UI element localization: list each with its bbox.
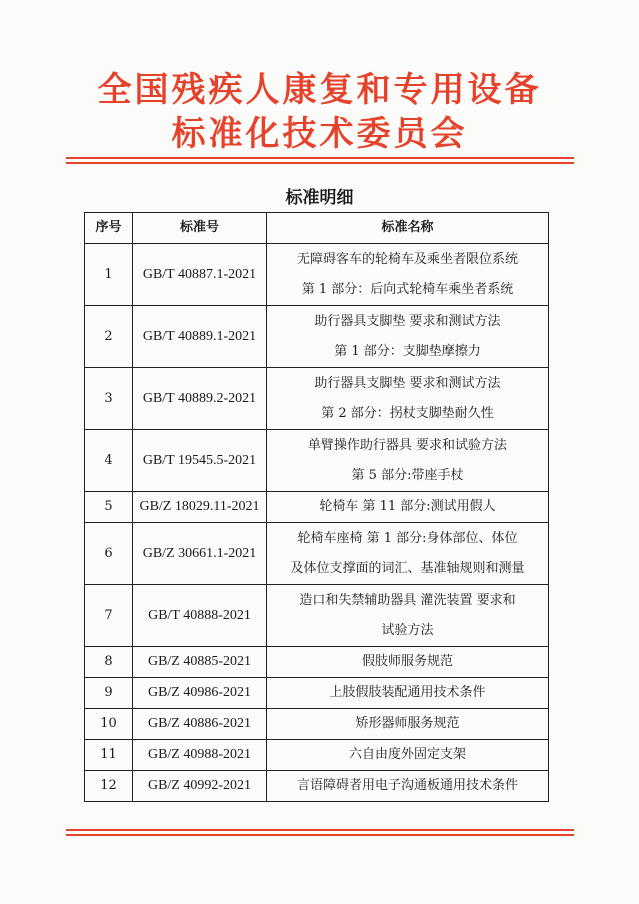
row-standard-name — [267, 709, 549, 740]
header-standard-name: 标准名称 — [267, 213, 549, 244]
org-title-line2: 标准化技术委员会 — [171, 114, 468, 154]
row-serial-number: 8 — [85, 647, 133, 678]
row-serial-number: 12 — [85, 771, 133, 802]
row-serial-number: 9 — [85, 678, 133, 709]
table-row — [85, 647, 549, 678]
row-standard-code: GB/T 40887.1-2021 — [133, 244, 267, 306]
row-standard-code: GB/Z 40992-2021 — [133, 771, 267, 802]
standard-name-line: 试验方法 — [381, 622, 434, 638]
table-row — [85, 430, 549, 492]
standard-name-line: 第 2 部分：拐杖支脚垫耐久性 — [321, 405, 494, 421]
standard-name-line: 及体位支撑面的词汇、基准轴规则和测量 — [290, 560, 525, 576]
standard-name-line: 轮椅车 第 11 部分:测试用假人 — [319, 499, 496, 514]
table-row — [85, 678, 549, 709]
row-serial-number: 11 — [85, 740, 133, 771]
table-row — [85, 306, 549, 368]
row-standard-code: GB/T 19545.5-2021 — [133, 430, 267, 492]
org-title-line1: 全国残疾人康复和专用设备 — [97, 70, 542, 110]
table-row — [85, 492, 549, 523]
row-serial-number: 4 — [85, 430, 133, 492]
standard-name-line: 言语障碍者用电子沟通板通用技术条件 — [296, 778, 518, 793]
table-row — [85, 709, 549, 740]
row-standard-name — [267, 678, 549, 709]
header-serial-number: 序号 — [85, 213, 133, 244]
standard-name-line: 单臂操作助行器具 要求和试验方法 — [307, 437, 508, 453]
header-rule-bottom — [66, 162, 574, 164]
row-serial-number: 5 — [85, 492, 133, 523]
standard-name-line: 上肢假肢装配通用技术条件 — [329, 685, 486, 700]
row-serial-number: 6 — [85, 523, 133, 585]
table-row — [85, 244, 549, 306]
row-serial-number: 7 — [85, 585, 133, 647]
table-header-row — [85, 213, 549, 244]
table-row — [85, 523, 549, 585]
row-standard-code: GB/T 40889.2-2021 — [133, 368, 267, 430]
standard-name-line: 第 1 部分：支脚垫摩擦力 — [334, 343, 481, 359]
row-serial-number: 10 — [85, 709, 133, 740]
row-standard-code: GB/Z 40886-2021 — [133, 709, 267, 740]
standard-name-line: 第 1 部分：后向式轮椅车乘坐者系统 — [301, 281, 514, 297]
row-standard-name — [267, 244, 549, 306]
standard-name-line: 轮椅车座椅 第 1 部分:身体部位、体位 — [297, 530, 518, 546]
row-serial-number: 1 — [85, 244, 133, 306]
document-title: 标准明细 — [285, 188, 354, 208]
row-standard-code: GB/T 40888-2021 — [133, 585, 267, 647]
standard-name-line: 六自由度外固定支架 — [348, 747, 466, 762]
header-standard-code: 标准号 — [133, 213, 267, 244]
header-rule-top — [66, 157, 574, 159]
row-standard-code: GB/Z 40885-2021 — [133, 647, 267, 678]
row-standard-code: GB/Z 40988-2021 — [133, 740, 267, 771]
table-row — [85, 368, 549, 430]
standard-name-line: 助行器具支脚垫 要求和测试方法 — [314, 375, 501, 391]
row-standard-name — [267, 492, 549, 523]
row-standard-name — [267, 368, 549, 430]
row-standard-name — [267, 585, 549, 647]
row-standard-name — [267, 740, 549, 771]
standard-name-line: 造口和失禁辅助器具 灌洗装置 要求和 — [299, 592, 516, 608]
row-serial-number: 2 — [85, 306, 133, 368]
row-standard-name — [267, 771, 549, 802]
table-row — [85, 740, 549, 771]
table-row — [85, 771, 549, 802]
standards-table — [84, 212, 549, 802]
row-standard-code: GB/Z 40986-2021 — [133, 678, 267, 709]
row-serial-number: 3 — [85, 368, 133, 430]
standard-name-line: 第 5 部分:带座手杖 — [351, 467, 464, 483]
row-standard-name — [267, 523, 549, 585]
standard-name-line: 矫形器师服务规范 — [355, 716, 460, 731]
row-standard-name — [267, 647, 549, 678]
standard-name-line: 无障碍客车的轮椅车及乘坐者限位系统 — [296, 251, 518, 267]
standard-name-line: 助行器具支脚垫 要求和测试方法 — [314, 313, 501, 329]
row-standard-name — [267, 430, 549, 492]
row-standard-name — [267, 306, 549, 368]
table-row — [85, 585, 549, 647]
footer-rule-top — [66, 829, 574, 831]
row-standard-code: GB/T 40889.1-2021 — [133, 306, 267, 368]
footer-rule-bottom — [66, 834, 574, 836]
row-standard-code: GB/Z 18029.11-2021 — [133, 492, 267, 523]
row-standard-code: GB/Z 30661.1-2021 — [133, 523, 267, 585]
standard-name-line: 假肢师服务规范 — [361, 654, 453, 669]
